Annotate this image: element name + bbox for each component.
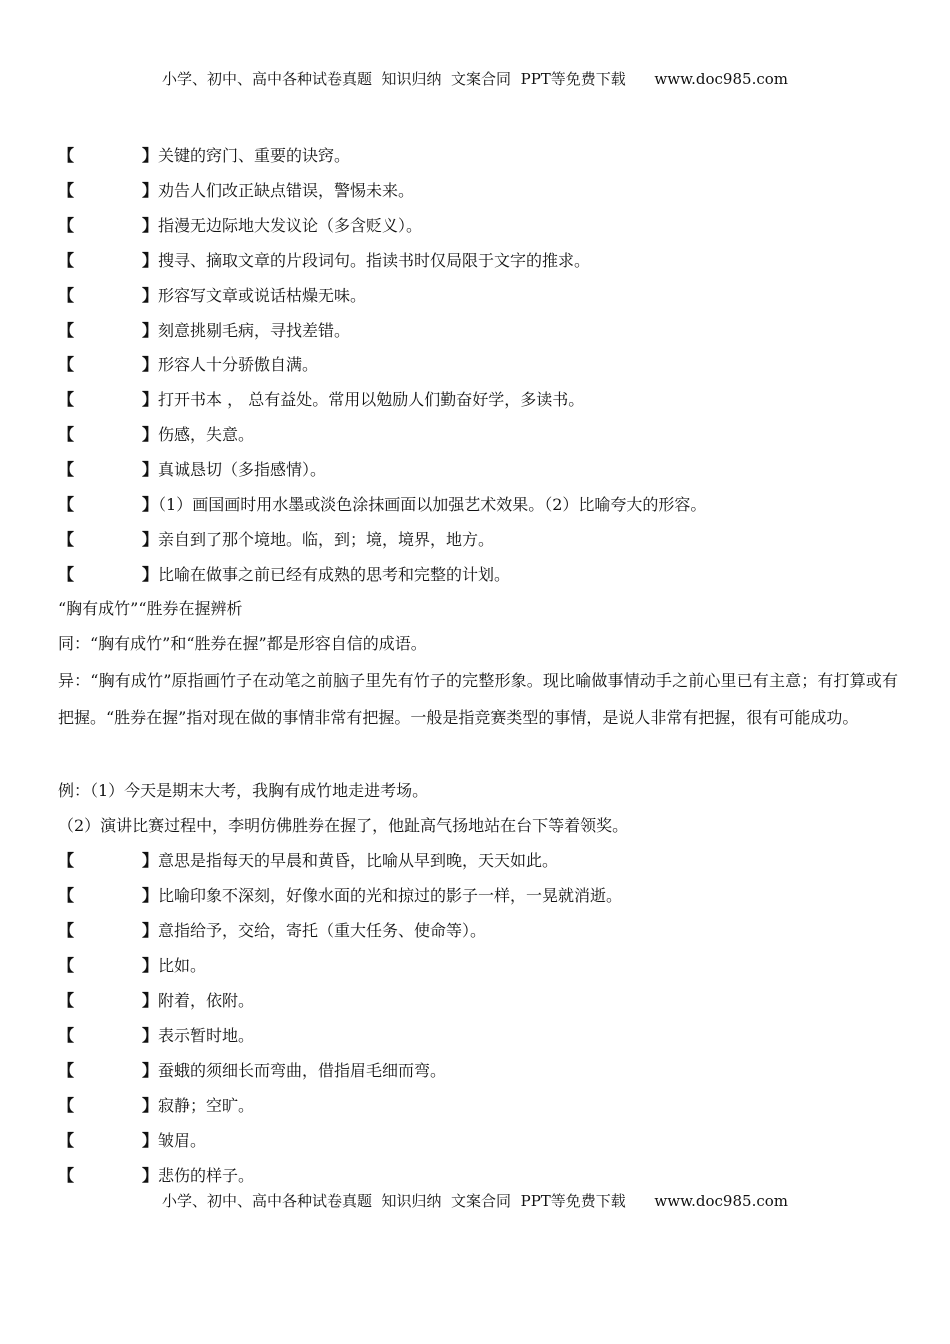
left-bracket: 【 <box>58 250 75 270</box>
blank-entry <box>58 529 494 551</box>
blank-entry <box>58 1025 254 1047</box>
left-bracket: 【 <box>58 495 75 514</box>
right-bracket: 】 <box>142 250 159 270</box>
entry-definition: 搜寻、摘取文章的片段词句。指读书时仅局限于文字的推求。 <box>158 250 591 270</box>
entry-definition: 真诚恳切（多指感情）。 <box>158 460 327 480</box>
right-bracket: 】 <box>142 1166 159 1185</box>
example-1: 例：（1）今天是期末大考，我胸有成竹地走进考场。 <box>58 781 429 800</box>
example-2: （2）演讲比赛过程中，李明仿佛胜券在握了，他趾高气扬地站在台下等着领奖。 <box>58 816 629 835</box>
blank-entry <box>58 920 486 942</box>
entry-definition: 蚕蛾的须细长而弯曲，借指眉毛细而弯。 <box>158 1061 447 1080</box>
right-bracket: 】 <box>142 146 159 165</box>
blank-entry <box>58 1060 446 1082</box>
blank-entry <box>58 1095 254 1117</box>
analysis-title: “胸有成竹”“胜券在握辨析 <box>58 599 243 618</box>
right-bracket: 】 <box>142 495 159 514</box>
blank-entry <box>58 354 318 376</box>
entry-definition: 表示暂时地。 <box>158 1026 255 1045</box>
blank-entry <box>58 564 510 586</box>
right-bracket: 】 <box>142 956 159 975</box>
left-bracket: 【 <box>58 355 75 375</box>
blank-entry <box>58 320 350 342</box>
entry-definition: 比喻印象不深刻，好像水面的光和掠过的影子一样，一晃就消逝。 <box>158 886 623 905</box>
entry-definition: 打开书本 ， 总有益处。常用以勉励人们勤奋好学，多读书。 <box>158 390 585 410</box>
left-bracket: 【 <box>58 1096 75 1115</box>
entry-definition: （1）画国画时用水墨或淡色涂抹画面以加强艺术效果。（2）比喻夸大的形容。 <box>158 495 707 514</box>
left-bracket: 【 <box>58 215 75 235</box>
left-bracket: 【 <box>58 1166 75 1185</box>
blank-entry <box>58 1130 206 1152</box>
entry-definition: 刻意挑剔毛病，寻找差错。 <box>158 320 351 340</box>
blank-entry <box>58 145 350 167</box>
right-bracket: 】 <box>142 285 159 305</box>
entry-definition: 形容写文章或说话枯燥无味。 <box>158 285 367 305</box>
blank-entry <box>58 1165 254 1187</box>
right-bracket: 】 <box>142 886 159 905</box>
entry-definition: 意思是指每天的早晨和黄昏，比喻从早到晚，天天如此。 <box>158 851 559 870</box>
left-bracket: 【 <box>58 886 75 905</box>
page-header: 小学、初中、高中各种试卷真题 知识归纳 文案合同 PPT等免费下载 www.doc985.com <box>161 70 788 88</box>
entry-definition: 意指给予，交给，寄托（重大任务、使命等）。 <box>158 921 487 940</box>
right-bracket: 】 <box>142 390 159 410</box>
left-bracket: 【 <box>58 564 75 584</box>
blank-entry <box>58 180 414 202</box>
right-bracket: 】 <box>142 355 159 375</box>
left-bracket: 【 <box>58 320 75 340</box>
right-bracket: 】 <box>142 215 159 235</box>
right-bracket: 】 <box>142 425 159 445</box>
left-bracket: 【 <box>58 991 75 1010</box>
entry-definition: 形容人十分骄傲自满。 <box>158 355 319 375</box>
entry-definition: 皱眉。 <box>158 1131 207 1150</box>
right-bracket: 】 <box>142 320 159 340</box>
left-bracket: 【 <box>58 851 75 870</box>
right-bracket: 】 <box>142 564 159 584</box>
blank-entry <box>58 389 584 411</box>
left-bracket: 【 <box>58 180 75 200</box>
blank-entry <box>58 250 590 272</box>
right-bracket: 】 <box>142 1061 159 1080</box>
left-bracket: 【 <box>58 1061 75 1080</box>
analysis-same: 同：“胸有成竹”和“胜券在握”都是形容自信的成语。 <box>58 634 427 653</box>
right-bracket: 】 <box>142 851 159 870</box>
analysis-diff: 异：“胸有成竹”原指画竹子在动笔之前脑子里先有竹子的完整形象。现比喻做事情动手之前心里已有主意；有打算或有把握。“胜券在握”指对现在做的事情非常有把握。一般是指竞赛类型的事情，是说人非常有把握，很有可能成功。 <box>58 671 898 727</box>
blank-entry <box>58 285 366 307</box>
blank-entry <box>58 990 254 1012</box>
entry-definition: 附着，依附。 <box>158 991 255 1010</box>
left-bracket: 【 <box>58 146 75 165</box>
entry-definition: 寂静；空旷。 <box>158 1096 255 1115</box>
blank-entry <box>58 494 706 516</box>
right-bracket: 】 <box>142 991 159 1010</box>
left-bracket: 【 <box>58 956 75 975</box>
blank-entry <box>58 850 558 872</box>
left-bracket: 【 <box>58 1026 75 1045</box>
left-bracket: 【 <box>58 285 75 305</box>
left-bracket: 【 <box>58 425 75 445</box>
right-bracket: 】 <box>142 1096 159 1115</box>
right-bracket: 】 <box>142 921 159 940</box>
right-bracket: 】 <box>142 460 159 480</box>
blank-entry <box>58 424 254 446</box>
blank-entry <box>58 215 422 237</box>
left-bracket: 【 <box>58 460 75 480</box>
blank-entry <box>58 459 326 481</box>
left-bracket: 【 <box>58 529 75 549</box>
right-bracket: 】 <box>142 1131 159 1150</box>
blank-entry <box>58 955 206 977</box>
entry-definition: 比喻在做事之前已经有成熟的思考和完整的计划。 <box>158 564 511 584</box>
left-bracket: 【 <box>58 1131 75 1150</box>
right-bracket: 】 <box>142 1026 159 1045</box>
entry-definition: 伤感，失意。 <box>158 425 255 445</box>
right-bracket: 】 <box>142 529 159 549</box>
entry-definition: 关键的窍门、重要的诀窍。 <box>158 146 351 165</box>
entry-definition: 悲伤的样子。 <box>158 1166 255 1185</box>
right-bracket: 】 <box>142 180 159 200</box>
entry-definition: 比如。 <box>158 956 207 975</box>
left-bracket: 【 <box>58 921 75 940</box>
blank-entry <box>58 885 622 907</box>
left-bracket: 【 <box>58 390 75 410</box>
entry-definition: 劝告人们改正缺点错误，警惕未来。 <box>158 180 415 200</box>
entry-definition: 指漫无边际地大发议论（多含贬义）。 <box>158 215 423 235</box>
entry-definition: 亲自到了那个境地。临，到；境，境界，地方。 <box>158 529 495 549</box>
page-footer: 小学、初中、高中各种试卷真题 知识归纳 文案合同 PPT等免费下载 www.doc985.com <box>161 1192 788 1210</box>
